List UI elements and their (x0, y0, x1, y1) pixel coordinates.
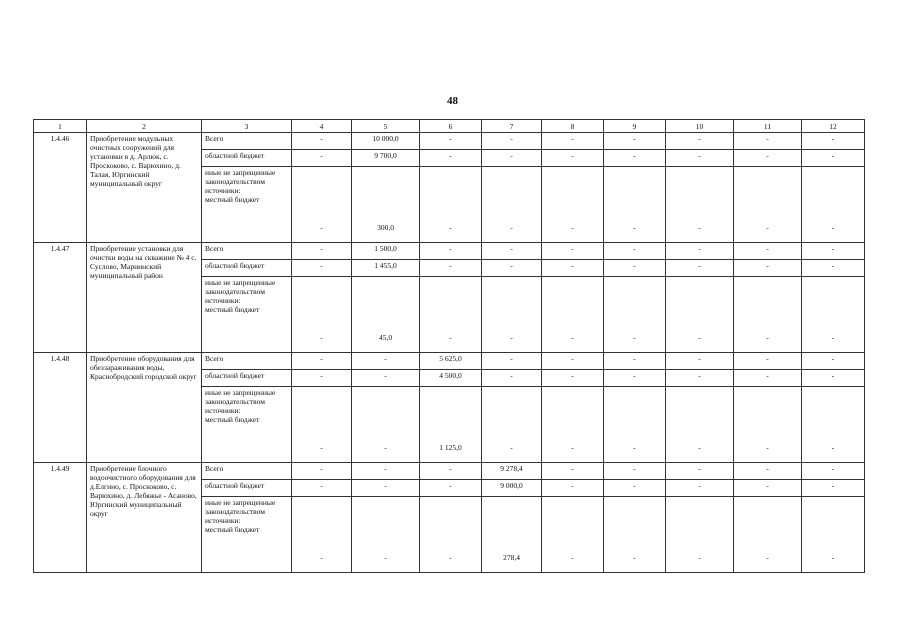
item-code: 1.4.48 (34, 353, 87, 463)
amount-cell: 1 455,0 (352, 260, 420, 277)
amount-cell: - (292, 353, 352, 370)
amount-cell: - (292, 243, 352, 260)
amount-cell: 1 500,0 (352, 243, 420, 260)
amount-cell: - (420, 497, 482, 573)
amount-cell: - (604, 150, 666, 167)
amount-cell: - (542, 480, 604, 497)
column-header: 2 (87, 120, 202, 133)
amount-cell: - (734, 243, 802, 260)
amount-cell: - (482, 243, 542, 260)
amount-cell: - (734, 480, 802, 497)
amount-cell: - (802, 463, 865, 480)
amount-cell: 9 278,4 (482, 463, 542, 480)
amount-cell: - (734, 167, 802, 243)
funding-source-label: Всего (202, 243, 292, 260)
amount-cell: - (352, 463, 420, 480)
funding-source-label: областной бюджет (202, 150, 292, 167)
funding-source-label: Всего (202, 463, 292, 480)
amount-cell: - (734, 370, 802, 387)
amount-cell: - (666, 260, 734, 277)
amount-cell: - (802, 167, 865, 243)
amount-cell: - (420, 243, 482, 260)
amount-cell: - (542, 353, 604, 370)
amount-cell: - (802, 277, 865, 353)
amount-cell: - (802, 353, 865, 370)
amount-cell: - (666, 167, 734, 243)
column-header: 5 (352, 120, 420, 133)
amount-cell: - (292, 480, 352, 497)
amount-cell: - (482, 150, 542, 167)
column-header: 3 (202, 120, 292, 133)
funding-source-label (202, 387, 292, 463)
other-sources-label: иные не запрещенные законодательством источники: (205, 498, 276, 525)
amount-cell: - (604, 480, 666, 497)
total-row (34, 243, 865, 260)
amount-cell: - (542, 260, 604, 277)
amount-cell: - (604, 243, 666, 260)
amount-cell: - (352, 387, 420, 463)
amount-cell: - (734, 463, 802, 480)
other-sources-label: иные не запрещенные законодательством источники: (205, 168, 276, 195)
amount-cell: - (542, 497, 604, 573)
amount-cell: - (542, 387, 604, 463)
amount-cell: - (482, 260, 542, 277)
amount-cell: - (604, 167, 666, 243)
amount-cell: 9 000,0 (482, 480, 542, 497)
amount-cell: - (292, 387, 352, 463)
amount-cell: - (292, 463, 352, 480)
amount-cell: - (802, 243, 865, 260)
amount-cell: - (420, 463, 482, 480)
other-sources-label: иные не запрещенные законодательством источники: (205, 388, 276, 415)
funding-source-label: областной бюджет (202, 370, 292, 387)
total-row (34, 463, 865, 480)
funding-source-label (202, 497, 292, 573)
amount-cell: - (666, 133, 734, 150)
amount-cell: 300,0 (352, 167, 420, 243)
local-budget-label: местный бюджет (205, 525, 260, 534)
amount-cell: - (604, 277, 666, 353)
column-header: 11 (734, 120, 802, 133)
amount-cell: - (482, 133, 542, 150)
amount-cell: - (420, 133, 482, 150)
amount-cell: - (604, 370, 666, 387)
amount-cell: - (352, 353, 420, 370)
total-row (34, 133, 865, 150)
amount-cell: - (666, 497, 734, 573)
local-budget-label: местный бюджет (205, 415, 260, 424)
amount-cell: - (420, 167, 482, 243)
item-name: Приобретение блочного водоочистного оборудования для д.Елгино, с. Проскоково, с. Варюхино, д. Лебяжье - Асаново, Юргинский муниципальный округ (87, 463, 202, 573)
column-header: 6 (420, 120, 482, 133)
amount-cell: 9 700,0 (352, 150, 420, 167)
amount-cell: - (734, 260, 802, 277)
amount-cell: - (802, 260, 865, 277)
amount-cell: - (734, 497, 802, 573)
amount-cell: - (604, 497, 666, 573)
amount-cell: - (420, 150, 482, 167)
amount-cell: - (666, 480, 734, 497)
amount-cell: - (292, 277, 352, 353)
amount-cell: - (604, 133, 666, 150)
amount-cell: - (666, 277, 734, 353)
amount-cell: - (802, 480, 865, 497)
amount-cell: - (802, 497, 865, 573)
amount-cell: - (666, 243, 734, 260)
amount-cell: - (482, 370, 542, 387)
amount-cell: - (292, 260, 352, 277)
total-row (34, 353, 865, 370)
other-sources-label: иные не запрещенные законодательством источники: (205, 278, 276, 305)
amount-cell: - (734, 353, 802, 370)
amount-cell: - (420, 277, 482, 353)
amount-cell: - (482, 353, 542, 370)
amount-cell: - (352, 480, 420, 497)
item-name: Приобретение модульных очистных сооружений для установки в д. Арлюк, с. Проскоково, с. Варюхино, д. Талая, Юргинский муниципальный округ (87, 133, 202, 243)
amount-cell: - (292, 133, 352, 150)
amount-cell: - (604, 463, 666, 480)
amount-cell: - (666, 150, 734, 167)
amount-cell: 4 500,0 (420, 370, 482, 387)
amount-cell: 278,4 (482, 497, 542, 573)
amount-cell: - (802, 133, 865, 150)
item-code: 1.4.46 (34, 133, 87, 243)
amount-cell: - (734, 387, 802, 463)
amount-cell: - (542, 167, 604, 243)
amount-cell: - (802, 150, 865, 167)
funding-source-label (202, 167, 292, 243)
amount-cell: - (666, 353, 734, 370)
local-budget-label: местный бюджет (205, 305, 260, 314)
amount-cell: 5 625,0 (420, 353, 482, 370)
column-header: 7 (482, 120, 542, 133)
item-code: 1.4.49 (34, 463, 87, 573)
amount-cell: - (666, 463, 734, 480)
amount-cell: - (542, 133, 604, 150)
local-budget-label: местный бюджет (205, 195, 260, 204)
amount-cell: - (420, 480, 482, 497)
amount-cell: - (734, 150, 802, 167)
column-header: 9 (604, 120, 666, 133)
amount-cell: - (734, 133, 802, 150)
amount-cell: - (292, 497, 352, 573)
amount-cell: - (666, 370, 734, 387)
amount-cell: - (292, 150, 352, 167)
amount-cell: - (542, 277, 604, 353)
amount-cell: - (604, 260, 666, 277)
amount-cell: - (542, 463, 604, 480)
amount-cell: - (542, 370, 604, 387)
column-number-header-row (34, 120, 865, 133)
item-code: 1.4.47 (34, 243, 87, 353)
column-header: 10 (666, 120, 734, 133)
item-name: Приобретение оборудования для обеззараживания воды, Краснобродский городской округ (87, 353, 202, 463)
amount-cell: - (292, 167, 352, 243)
funding-source-label: областной бюджет (202, 480, 292, 497)
column-header: 12 (802, 120, 865, 133)
amount-cell: - (542, 150, 604, 167)
amount-cell: 45,0 (352, 277, 420, 353)
amount-cell: - (604, 353, 666, 370)
amount-cell: - (482, 277, 542, 353)
amount-cell: - (420, 260, 482, 277)
page-number: 48 (447, 95, 458, 107)
amount-cell: - (734, 277, 802, 353)
column-header: 8 (542, 120, 604, 133)
funding-source-label: Всего (202, 353, 292, 370)
amount-cell: - (802, 387, 865, 463)
amount-cell: - (604, 387, 666, 463)
funding-source-label (202, 277, 292, 353)
amount-cell: - (482, 167, 542, 243)
amount-cell: - (666, 387, 734, 463)
column-header: 1 (34, 120, 87, 133)
amount-cell: - (292, 370, 352, 387)
item-name: Приобретение установки для очистки воды на скважине № 4 с. Суслово, Мариинский муниципальный район (87, 243, 202, 353)
amount-cell: - (352, 497, 420, 573)
funding-source-label: Всего (202, 133, 292, 150)
amount-cell: - (802, 370, 865, 387)
amount-cell: 1 125,0 (420, 387, 482, 463)
amount-cell: - (352, 370, 420, 387)
amount-cell: - (482, 387, 542, 463)
budget-table (33, 119, 865, 573)
funding-source-label: областной бюджет (202, 260, 292, 277)
column-header: 4 (292, 120, 352, 133)
amount-cell: - (542, 243, 604, 260)
amount-cell: 10 000,0 (352, 133, 420, 150)
